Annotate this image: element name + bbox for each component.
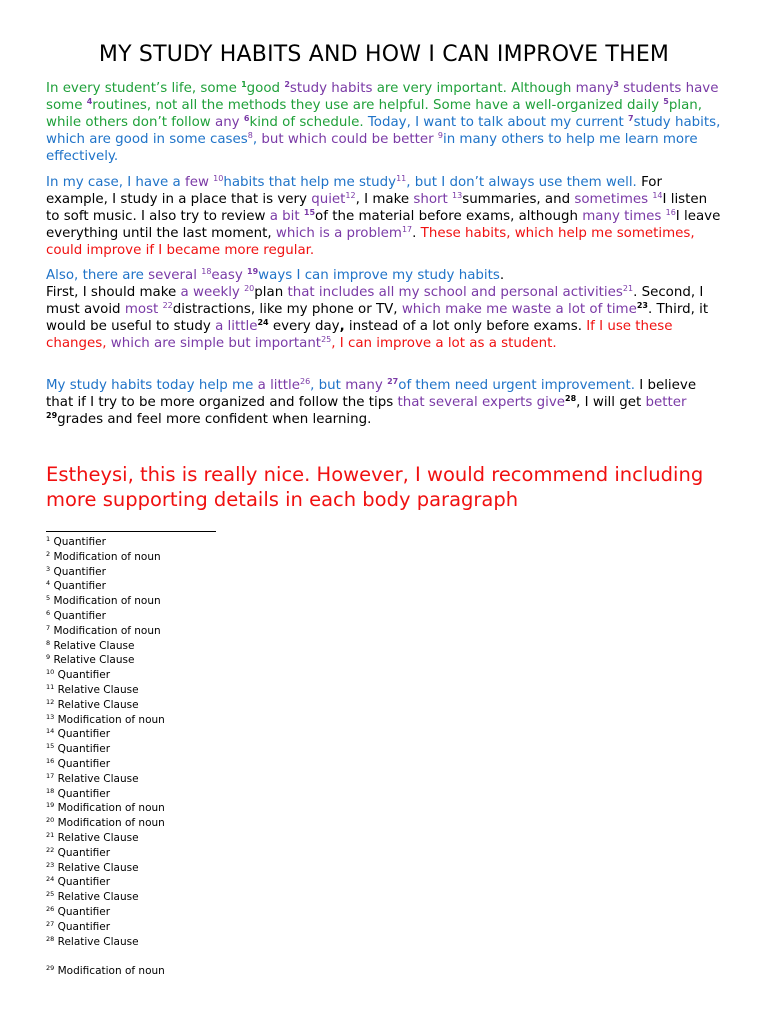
footnote-label: Relative Clause	[54, 772, 139, 785]
text-run: .	[412, 226, 421, 241]
footnote-ref: 18	[201, 267, 212, 276]
text-run: a little	[257, 378, 300, 393]
footnote-item	[46, 787, 346, 802]
footnote-number: 28	[46, 934, 55, 943]
footnote-label: Quantifier	[54, 920, 111, 933]
text-run: a weekly	[180, 285, 245, 300]
footnote-item	[46, 905, 346, 920]
footnote-item	[46, 801, 346, 816]
footnote-ref: 15	[303, 208, 316, 217]
footnote-number: 8	[46, 638, 51, 647]
footnote-ref: 25	[321, 335, 332, 344]
footnote-number: 10	[46, 668, 55, 677]
footnote-separator	[46, 531, 216, 532]
footnote-label: Modification of noun	[50, 624, 161, 637]
footnote-item	[46, 920, 346, 935]
text-run: study habits, which are good in some cases	[46, 115, 721, 147]
footnote-number: 18	[46, 786, 55, 795]
text-run: which is a problem	[275, 226, 402, 241]
text-run: which are simple but important	[110, 336, 322, 351]
footnote-number: 14	[46, 727, 55, 736]
footnote-item	[46, 579, 346, 594]
text-run: that several experts give	[397, 395, 566, 410]
text-run: any	[214, 115, 244, 130]
text-run: First, I should make	[46, 285, 181, 300]
text-run: are very important. Although	[376, 81, 576, 96]
text-run: many	[575, 81, 614, 96]
footnote-item	[46, 668, 346, 683]
footnote-item	[46, 609, 346, 624]
footnote-ref: 8	[247, 131, 253, 140]
footnote-label: Relative Clause	[50, 654, 135, 667]
footnote-number: 4	[46, 579, 51, 588]
text-run: grades and feel more confident when learning.	[57, 412, 372, 427]
footnote-number: 21	[46, 830, 55, 839]
text-run: I listen to soft music. I also try to review	[46, 192, 708, 224]
footnote-ref: 16	[665, 208, 676, 217]
text-run: quiet	[311, 192, 346, 207]
text-run: some	[46, 98, 87, 113]
footnote-number: 11	[46, 682, 55, 691]
footnote-list	[46, 535, 346, 979]
footnote-label: Quantifier	[54, 876, 111, 889]
footnote-ref: 2	[284, 80, 290, 89]
footnote-ref: 1	[241, 80, 247, 89]
paragraph-body-2	[46, 267, 722, 352]
footnote-number: 22	[46, 845, 55, 854]
footnote-label: Quantifier	[54, 757, 111, 770]
text-run: plan, while others don’t follow	[46, 98, 703, 130]
footnote-ref: 19	[247, 267, 259, 276]
footnote-ref: 10	[213, 174, 224, 183]
footnote-number: 20	[46, 816, 55, 825]
text-run: .	[499, 268, 505, 283]
text-run: of the material before exams, although	[315, 209, 583, 224]
footnote-number: 12	[46, 697, 55, 706]
text-run: several	[148, 268, 202, 283]
teacher-comment: Estheysi, this is really nice. However, I would recommend including more supporting details in each body paragraph	[46, 463, 704, 511]
text-run: that includes all my school and personal activities	[287, 285, 623, 300]
text-run: I believe that if I try to be more organized and follow the tips	[46, 378, 697, 410]
footnote-item	[46, 875, 346, 890]
text-run: a bit	[269, 209, 304, 224]
text-run: My study habits today help me	[46, 378, 258, 393]
footnote-item	[46, 772, 346, 787]
footnote-label: Relative Clause	[50, 639, 135, 652]
footnote-label: Modification of noun	[50, 550, 161, 563]
text-run: , I will get	[576, 395, 646, 410]
footnote-item	[46, 713, 346, 728]
footnote-number: 9	[46, 653, 51, 662]
text-run: every day	[268, 319, 340, 334]
text-run: ,	[339, 319, 345, 334]
footnote-label: Quantifier	[50, 565, 106, 578]
footnote-item	[46, 683, 346, 698]
footnote-label: Relative Clause	[54, 683, 139, 696]
footnote-item	[46, 831, 346, 846]
footnote-item	[46, 964, 346, 979]
text-run: ,	[252, 132, 262, 147]
paragraph-conclusion	[46, 377, 722, 428]
footnote-item	[46, 698, 346, 713]
footnote-item	[46, 624, 346, 639]
footnote-number: 23	[46, 860, 55, 869]
footnote-item	[46, 846, 346, 861]
footnote-ref: 22	[162, 301, 173, 310]
text-run: summaries, and	[462, 192, 575, 207]
text-run: many	[345, 378, 388, 393]
footnote-ref: 17	[401, 225, 413, 234]
footnote-number: 2	[46, 549, 51, 558]
footnote-ref: 23	[636, 301, 648, 310]
footnote-number: 19	[46, 801, 55, 810]
footnote-item	[46, 550, 346, 565]
text-run: which make me waste a lot of time	[401, 302, 637, 317]
text-run: . Third, it would be useful to study	[46, 302, 709, 334]
text-run: easy	[211, 268, 248, 283]
text-run: instead of a lot only before exams.	[344, 319, 587, 334]
footnote-label: Quantifier	[54, 743, 111, 756]
footnote-label: Quantifier	[54, 728, 111, 741]
text-run: students have	[618, 81, 719, 96]
footnote-ref: 14	[652, 191, 663, 200]
footnote-item	[46, 535, 346, 550]
footnote-label: Quantifier	[50, 536, 106, 548]
footnote-item	[46, 742, 346, 757]
footnote-ref: 3	[613, 80, 619, 89]
footnote-label: Relative Clause	[54, 831, 139, 844]
footnote-ref: 29	[46, 411, 58, 420]
footnote-ref: 11	[396, 174, 407, 183]
text-run: sometimes	[574, 192, 653, 207]
footnote-ref: 12	[345, 191, 356, 200]
footnote-label: Modification of noun	[50, 595, 161, 608]
footnote-ref: 13	[452, 191, 463, 200]
footnote-item	[46, 816, 346, 831]
footnote-number: 26	[46, 904, 55, 913]
footnote-number: 3	[46, 564, 51, 573]
text-run: If I use these changes,	[46, 319, 673, 351]
footnote-label: Quantifier	[54, 669, 111, 682]
footnote-item	[46, 861, 346, 876]
footnote-label: Relative Clause	[54, 698, 139, 711]
paragraph-intro	[46, 80, 722, 165]
text-run: ways I can improve my study habits	[258, 268, 500, 283]
text-run: routines, not all the methods they use are helpful. Some have a well-organized daily	[92, 98, 664, 113]
text-run: , I make	[355, 192, 414, 207]
footnote-label: Modification of noun	[54, 817, 165, 830]
text-run: of them need urgent improvement.	[398, 378, 636, 393]
footnote-number: 27	[46, 919, 55, 928]
footnote-number: 5	[46, 594, 51, 603]
footnote-label: Modification of noun	[54, 713, 165, 726]
text-run: but which could be better	[261, 132, 438, 147]
footnote-number: 24	[46, 875, 55, 884]
footnote-item	[46, 757, 346, 772]
footnote-ref: 6	[243, 114, 250, 123]
footnote-label: Modification of noun	[54, 802, 165, 815]
footnote-ref: 9	[437, 131, 443, 140]
text-run: Also, there are	[46, 268, 149, 283]
footnote-number: 7	[46, 623, 51, 632]
footnote-item	[46, 594, 346, 609]
footnote-ref: 5	[663, 97, 669, 106]
footnote-item	[46, 890, 346, 905]
footnote-number: 1	[46, 535, 51, 543]
text-run: , but	[310, 378, 346, 393]
footnote-label: Quantifier	[54, 787, 111, 800]
text-run: In every student’s life, some	[46, 81, 242, 96]
footnote-label: Quantifier	[50, 609, 106, 622]
footnote-item	[46, 727, 346, 742]
footnote-ref: 26	[299, 377, 311, 386]
footnote-ref: 20	[244, 284, 255, 293]
text-run: For example, I study in a place that is very	[46, 175, 662, 207]
footnote-number: 17	[46, 771, 55, 780]
text-run: study habits	[289, 81, 377, 96]
text-run: plan	[254, 285, 288, 300]
text-run: habits that help me study	[223, 175, 397, 190]
footnote-ref: 7	[628, 114, 634, 123]
footnote-ref: 24	[257, 318, 269, 327]
text-run: , I can improve a lot as a student.	[331, 336, 557, 351]
footnote-number: 29	[46, 964, 55, 973]
footnote-item	[46, 639, 346, 654]
footnote-label: Quantifier	[54, 846, 111, 859]
text-run: distractions, like my phone or TV,	[172, 302, 402, 317]
footnote-label: Quantifier	[50, 580, 106, 593]
text-run: in many others to help me learn more effectively.	[46, 132, 698, 164]
footnote-ref: 27	[387, 377, 399, 386]
footnote-label: Relative Clause	[54, 935, 139, 948]
footnote-number: 6	[46, 608, 51, 617]
text-run: Today, I want to talk about my current	[367, 115, 629, 130]
text-run: These habits, which help me sometimes, could improve if I became more regular.	[46, 226, 695, 258]
footnote-item	[46, 935, 346, 950]
text-run: I leave everything until the last moment,	[46, 209, 721, 241]
footnote-number: 15	[46, 742, 55, 751]
text-run: kind of schedule.	[249, 115, 368, 130]
text-run: In my case, I have a	[46, 175, 185, 190]
footnote-ref: 21	[622, 284, 634, 293]
footnote-ref: 4	[86, 97, 93, 106]
footnote-label: Modification of noun	[54, 965, 165, 978]
footnote-ref: 28	[565, 394, 577, 403]
text-run: few	[185, 175, 214, 190]
text-run: good	[246, 81, 285, 96]
footnote-label: Relative Clause	[54, 861, 139, 874]
footnote-label: Relative Clause	[54, 891, 139, 904]
footnote-number: 16	[46, 756, 55, 765]
text-run: , but I don’t always use them well.	[406, 175, 637, 190]
text-run: a little	[215, 319, 258, 334]
text-run: most	[124, 302, 163, 317]
footnote-item	[46, 565, 346, 580]
text-run: better	[645, 395, 687, 410]
footnote-label: Quantifier	[54, 905, 111, 918]
paragraph-body-1	[46, 174, 722, 259]
text-run: many times	[582, 209, 666, 224]
text-run: short	[413, 192, 453, 207]
footnote-number: 25	[46, 890, 55, 899]
footnote-item	[46, 653, 346, 668]
text-run: . Second, I must avoid	[46, 285, 704, 317]
document-title: MY STUDY HABITS AND HOW I CAN IMPROVE THEM	[98, 42, 670, 67]
footnote-number: 13	[46, 712, 55, 721]
